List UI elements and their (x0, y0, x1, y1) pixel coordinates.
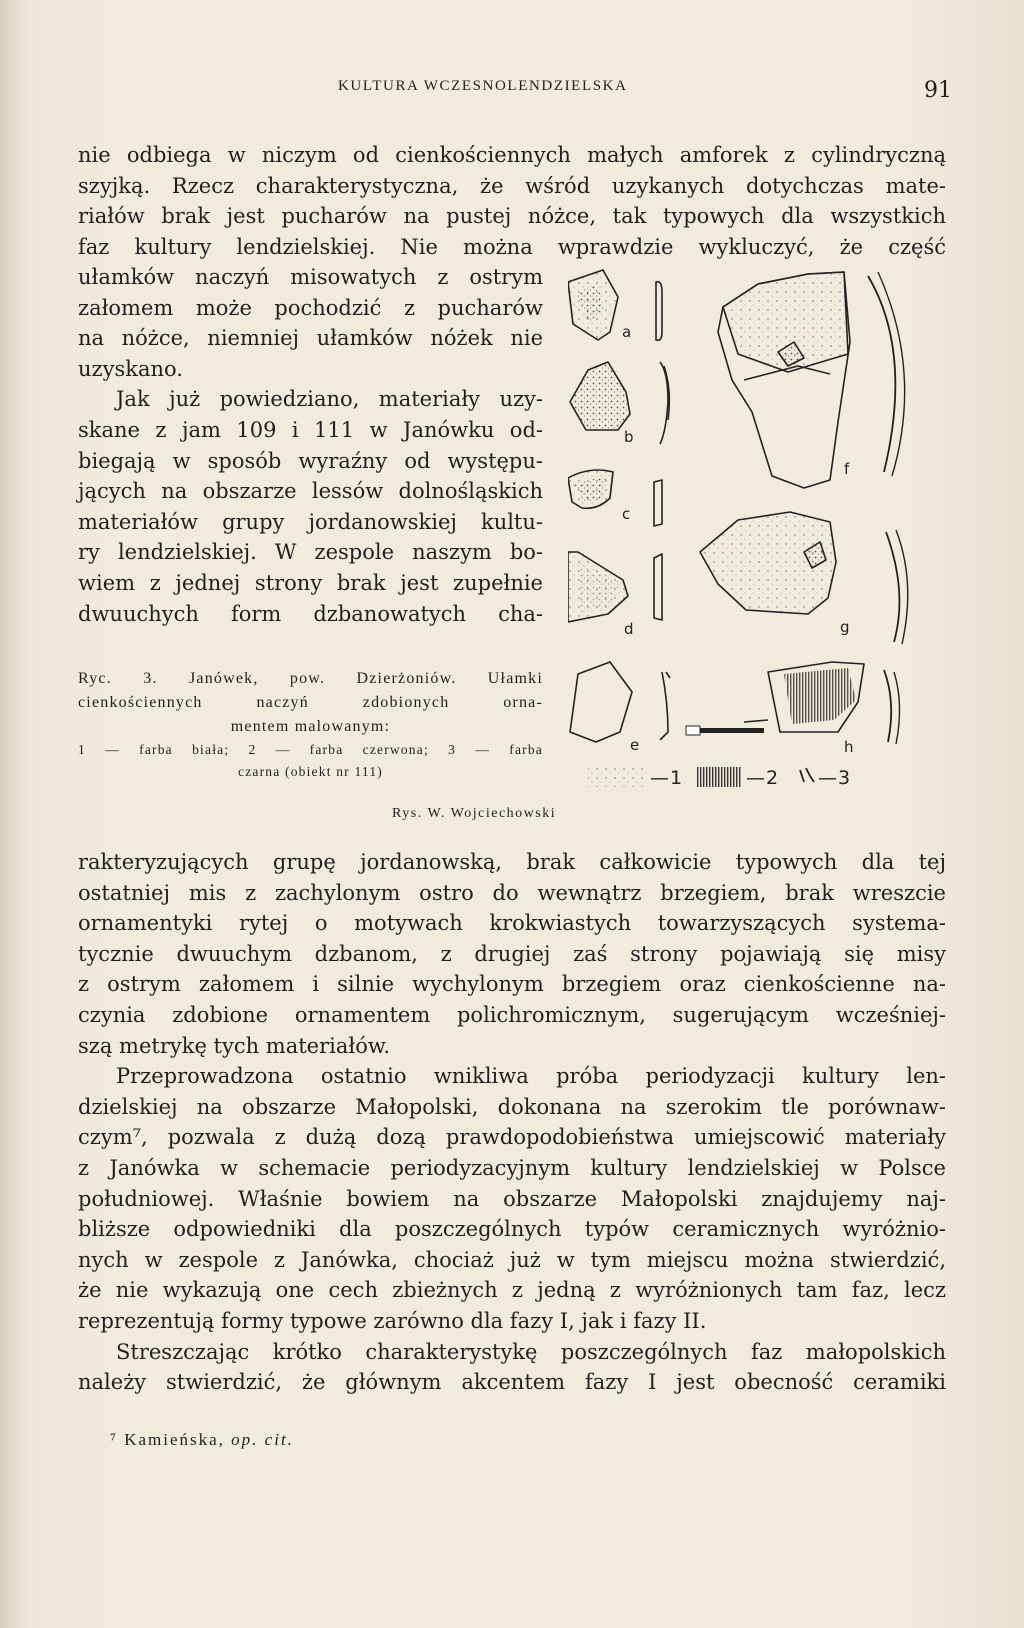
text-line: szą metrykę tych materiałów. (78, 1033, 390, 1058)
text-line: jących na obszarze lessów dolnośląskich (78, 479, 543, 504)
text-line: Jak już powiedziano, materiały uzy- (116, 387, 543, 412)
text-line: dzielskiej na obszarze Małopolski, dokonana na szerokim tle porównaw- (78, 1094, 946, 1119)
caption-line: mentem malowanym: (230, 718, 391, 735)
fragment-f (718, 272, 905, 488)
text-line: nych w zespole z Janówka, chociaż już w tym miejscu można stwierdzić, (78, 1247, 946, 1272)
text-line: należy stwierdzić, że głównym akcentem fazy I jest obecność ceramiki (78, 1370, 946, 1395)
fragment-b (570, 362, 669, 444)
legend-dash: — (746, 767, 765, 789)
paragraph-beside-figure (78, 262, 543, 629)
text-line: na nóżce, niemniej ułamków nóżek nie (78, 326, 543, 351)
fragment-d (568, 552, 662, 622)
text-line: czynia zdobione ornamentem polichromicznym, sugerującym wcześniej- (78, 1002, 946, 1027)
fragment-label: a (622, 323, 632, 341)
text-line: faz kultury lendzielskiej. Nie można wprawdzie wykluczyć, że część (78, 234, 946, 259)
text-line: szyjką. Rzecz charakterystyczna, że wśród uzykanych dotychczas mate- (78, 173, 946, 198)
text-line: że nie wykazują one cech zbieżnych z jedną z wyróżnionych tam faz, lecz (78, 1278, 946, 1303)
fragment-label: f (844, 460, 850, 478)
legend-number: 1 (670, 767, 683, 789)
page-header (0, 78, 1024, 108)
legend-dash: — (650, 767, 669, 789)
figure-caption (78, 667, 543, 783)
text-line: reprezentują formy typowe zarówno dla fazy I, jak i fazy II. (78, 1308, 707, 1333)
paragraph-bottom (78, 847, 946, 1398)
text-line: Przeprowadzona ostatnio wnikliwa próba periodyzacji kultury len- (116, 1064, 946, 1089)
paragraph-top (78, 140, 946, 262)
text-line: z Janówka w schemacie periodyzacyjnym kultury lendzielskiej w Polsce (78, 1155, 946, 1180)
footnote-reference: op. cit. (231, 1430, 294, 1449)
scale-bar (686, 720, 768, 735)
legend-dash: — (818, 767, 837, 789)
text-line: południowej. Właśnie bowiem na obszarze Małopolski znajdujemy naj- (78, 1186, 946, 1211)
text-line: skane z jam 109 i 111 w Janówku od- (78, 417, 543, 442)
text-line: riałów brak jest pucharów na pustej nóżce, tak typowych dla wszystkich (78, 204, 946, 229)
footnote-author: Kamieńska, (124, 1430, 225, 1449)
legend-number: 3 (838, 767, 851, 789)
fragment-label: g (840, 618, 850, 636)
footnote-marker: ⁷ (110, 1430, 118, 1449)
text-line: biegają w sposób wyraźny od występu- (78, 448, 543, 473)
text-line: ułamków naczyń misowatych z ostrym (78, 265, 543, 289)
fragment-label: e (630, 736, 640, 754)
text-line: ry lendzielskiej. W zespole naszym bo- (78, 540, 543, 565)
fragment-e (570, 662, 670, 742)
pottery-fragments-figure (568, 262, 963, 830)
illustration-credit: Rys. W. Wojciechowski (392, 806, 557, 821)
text-line: Streszczając krótko charakterystykę poszczególnych faz małopolskich (116, 1339, 946, 1364)
page-number: 91 (924, 78, 952, 103)
fragment-label: h (844, 738, 854, 756)
text-line: z ostrym załomem i silnie wychylonym brzegiem oraz cienkościenne na- (78, 972, 946, 997)
text-line: bliższe odpowiedniki dla poszczególnych typów ceramicznych wyróżnio- (78, 1217, 946, 1242)
text-line: czym⁷, pozwala z dużą dozą prawdopodobieństwa umiejscowić materiały (78, 1125, 946, 1150)
text-line: załomem może pochodzić z pucharów (78, 295, 543, 320)
legend-number: 2 (766, 767, 779, 789)
running-head: KULTURA WCZESNOLENDZIELSKA (338, 78, 628, 94)
text-line: rakteryzujących grupę jordanowską, brak całkowicie typowych dla tej (78, 850, 946, 874)
text-line: materiałów grupy jordanowskiej kultu- (78, 509, 543, 534)
fragment-label: d (624, 620, 634, 638)
caption-line: cienkościennych naczyń zdobionych orna- (78, 694, 543, 711)
text-line: wiem z jednej strony brak jest zupełnie (78, 570, 543, 595)
footnote (110, 1430, 294, 1450)
fragment-h (768, 662, 900, 744)
caption-line: Ryc. 3. Janówek, pow. Dzierżoniów. Ułamki (78, 670, 543, 687)
fragment-label: b (624, 428, 634, 446)
text-line: tycznie dwuuchym dzbanom, z drugiej zaś strony pojawiają się misy (78, 941, 946, 966)
text-line: nie odbiega w niczym od cienkościennych małych amforek z cylindryczną (78, 143, 946, 167)
caption-legend-line: czarna (obiekt nr 111) (238, 764, 383, 779)
fragment-a (568, 270, 662, 340)
pottery-fragments-drawing (568, 262, 963, 830)
caption-legend-line: 1 — farba biała; 2 — farba czerwona; 3 — farba (78, 742, 543, 757)
fragment-g (700, 512, 908, 644)
text-line: ostatniej mis z zachylonym ostro do wewnątrz brzegiem, brak wreszcie (78, 880, 946, 905)
legend-swatches (588, 767, 814, 787)
fragment-c (568, 470, 662, 526)
text-line: dwuuchych form dzbanowatych cha- (78, 601, 543, 626)
fragment-label: c (622, 505, 631, 523)
text-line: ornamentyki rytej o motywach krokwiastych towarzyszących systema- (78, 911, 946, 936)
text-line: uzyskano. (78, 356, 183, 381)
